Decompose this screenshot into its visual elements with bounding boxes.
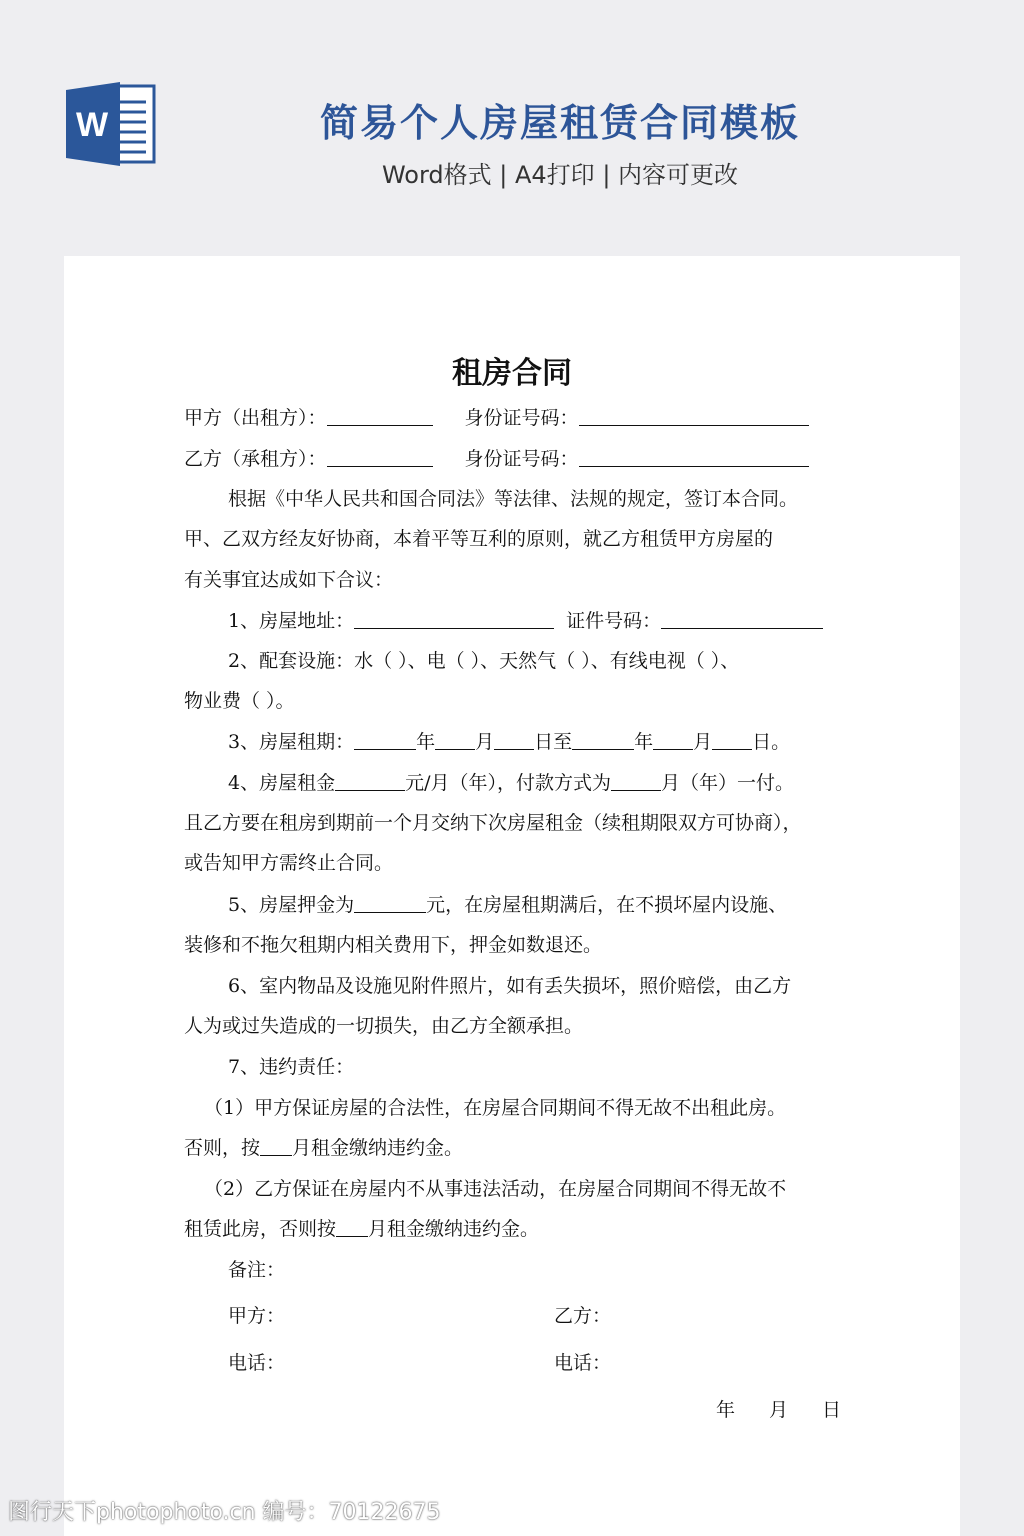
contract-title: 租房合同 xyxy=(452,356,572,391)
month-text: 月 xyxy=(475,731,495,753)
day-to-text: 日至 xyxy=(534,731,573,753)
party-b-name-blank[interactable] xyxy=(327,448,433,467)
end-year-blank[interactable] xyxy=(572,731,634,750)
date-day: 日 xyxy=(822,1399,842,1421)
party-b-line xyxy=(184,444,864,474)
address-label: 1、房屋地址： xyxy=(228,610,355,632)
clause-5-line-1 xyxy=(228,890,908,920)
party-a-id-blank[interactable] xyxy=(579,407,809,426)
end-day-blank[interactable] xyxy=(712,731,752,750)
clause-7-1-line-1: （1）甲方保证房屋的合法性，在房屋合同期间不得无故不出租此房。 xyxy=(204,1097,787,1119)
document-page xyxy=(64,256,960,1536)
penalty-a-text: 否则，按 xyxy=(184,1137,261,1159)
payment-text: 月（年）一付。 xyxy=(661,772,795,794)
start-day-blank[interactable] xyxy=(494,731,534,750)
rent-label: 4、房屋租金 xyxy=(228,772,336,794)
rent-blank[interactable] xyxy=(335,772,405,791)
watermark: 图行天下photophoto.cn 编号：70122675 xyxy=(8,1500,441,1525)
clause-2-line-2: 物业费（ ）。 xyxy=(184,690,295,712)
date-line xyxy=(716,1395,856,1425)
year-text: 年 xyxy=(634,731,654,753)
clause-4-line-1 xyxy=(228,768,908,798)
address-blank[interactable] xyxy=(354,610,554,629)
clause-7-2-line-2 xyxy=(184,1214,864,1244)
month-text: 月 xyxy=(693,731,713,753)
cert-blank[interactable] xyxy=(661,610,823,629)
deposit-text: 元，在房屋租期满后，在不损坏屋内设施、 xyxy=(426,894,788,916)
clause-4-line-3: 或告知甲方需终止合同。 xyxy=(184,852,394,874)
rent-unit-text: 元/月（年），付款方式为 xyxy=(405,772,611,794)
party-b-label: 乙方（承租方）： xyxy=(184,448,327,470)
day-end-text: 日。 xyxy=(752,731,791,753)
sign-b-label: 乙方： xyxy=(554,1305,612,1327)
party-b-id-blank[interactable] xyxy=(579,448,809,467)
clause-1 xyxy=(228,606,908,636)
clause-6-line-1: 6、室内物品及设施见附件照片，如有丢失损坏，照价赔偿，由乙方 xyxy=(228,975,792,997)
penalty-b-blank[interactable] xyxy=(336,1218,368,1237)
start-month-blank[interactable] xyxy=(435,731,475,750)
party-b-id-label: 身份证号码： xyxy=(464,448,579,470)
cert-label: 证件号码： xyxy=(566,610,662,632)
page-subtitle: Word格式 | A4打印 | 内容可更改 xyxy=(381,161,739,189)
penalty-b-text: 租赁此房，否则按 xyxy=(184,1218,337,1240)
term-label: 3、房屋租期： xyxy=(228,731,355,753)
intro-line-3: 有关事宜达成如下合议： xyxy=(184,569,394,591)
intro-line-1: 根据《中华人民共和国合同法》等法律、法规的规定，签订本合同。 xyxy=(228,488,799,510)
deposit-label: 5、房屋押金为 xyxy=(228,894,355,916)
phone-a-label: 电话： xyxy=(228,1352,286,1374)
clause-5-line-2: 装修和不拖欠租期内相关费用下，押金如数退还。 xyxy=(184,934,603,956)
penalty-a-blank[interactable] xyxy=(260,1137,292,1156)
page-title: 简易个人房屋租赁合同模板 xyxy=(319,101,800,145)
year-text: 年 xyxy=(416,731,436,753)
date-month: 月 xyxy=(769,1399,789,1421)
clause-7-1-line-2 xyxy=(184,1133,864,1163)
clause-4-line-2: 且乙方要在租房到期前一个月交纳下次房屋租金（续租期限双方可协商）， xyxy=(184,812,802,834)
phone-b-label: 电话： xyxy=(554,1352,612,1374)
sign-a-label: 甲方： xyxy=(228,1305,286,1327)
deposit-blank[interactable] xyxy=(354,894,426,913)
remark-label: 备注： xyxy=(228,1259,286,1281)
party-a-name-blank[interactable] xyxy=(327,407,433,426)
clause-6-line-2: 人为或过失造成的一切损失，由乙方全额承担。 xyxy=(184,1015,584,1037)
payment-interval-blank[interactable] xyxy=(611,772,661,791)
end-month-blank[interactable] xyxy=(653,731,693,750)
party-a-label: 甲方（出租方）： xyxy=(184,407,327,429)
clause-2-line-1: 2、配套设施：水（ ）、电（ ）、天然气（ ）、有线电视（ ）、 xyxy=(228,650,740,672)
start-year-blank[interactable] xyxy=(354,731,416,750)
party-a-line xyxy=(184,403,864,433)
clause-7-title: 7、违约责任： xyxy=(228,1056,355,1078)
word-logo-icon xyxy=(66,82,158,166)
party-a-id-label: 身份证号码： xyxy=(464,407,579,429)
penalty-b-end: 月租金缴纳违约金。 xyxy=(368,1218,540,1240)
clause-7-2-line-1: （2）乙方保证在房屋内不从事违法活动，在房屋合同期间不得无故不 xyxy=(204,1178,787,1200)
logo-letter: W xyxy=(75,106,109,144)
date-year: 年 xyxy=(716,1399,736,1421)
intro-line-2: 甲、乙双方经友好协商，本着平等互利的原则，就乙方租赁甲方房屋的 xyxy=(184,528,774,550)
penalty-a-end: 月租金缴纳违约金。 xyxy=(292,1137,464,1159)
clause-3 xyxy=(228,727,908,757)
